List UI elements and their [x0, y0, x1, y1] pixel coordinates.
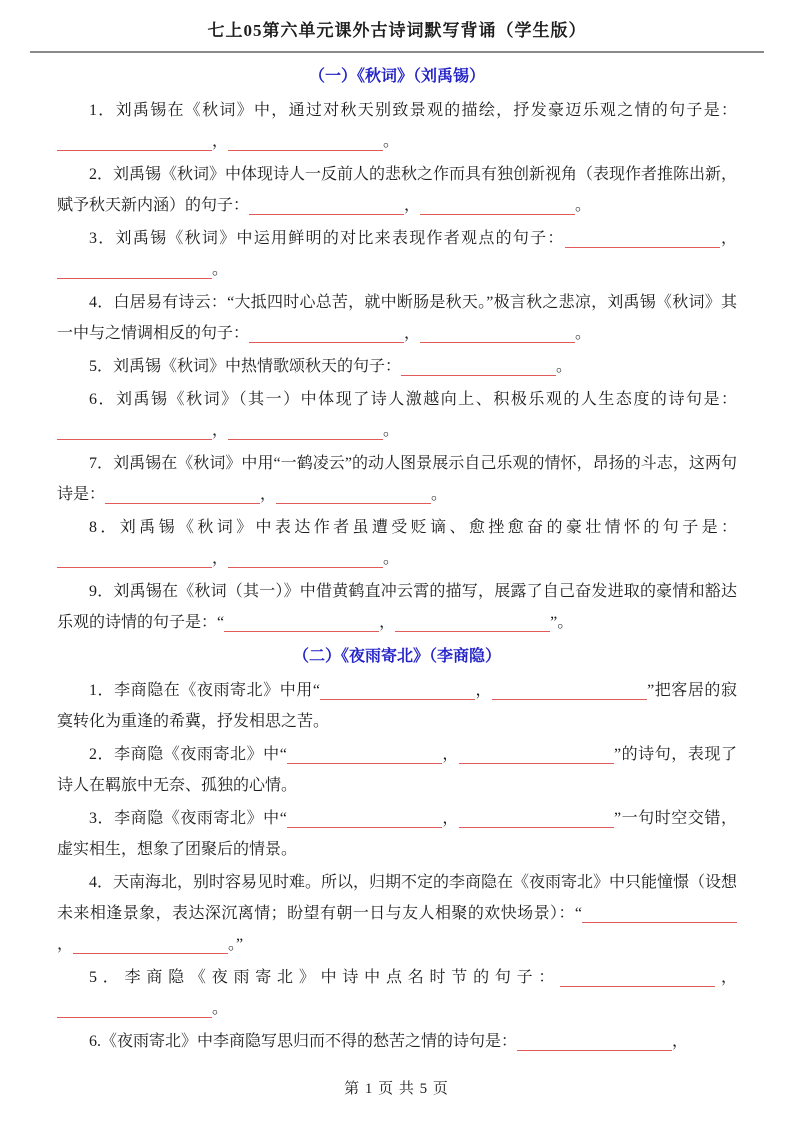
question [57, 576, 737, 638]
question-text: 。 [575, 197, 592, 214]
answer-blank[interactable] [565, 227, 720, 248]
question-text: 5．刘禹锡《秋词》中热情歌颂秋天的句子： [89, 358, 402, 375]
question-text: ， [260, 486, 277, 503]
question-text: 9．刘禹锡在《秋词（其一）》中借黄鹤直冲云霄的描写，展露了自己奋发进取的豪情和豁达乐观的诗情的句子是：“ [57, 583, 737, 631]
question-text: 。 [383, 133, 400, 150]
answer-blank[interactable] [57, 997, 212, 1018]
answer-blank[interactable] [395, 611, 550, 632]
answer-blank[interactable] [459, 807, 614, 828]
answer-blank[interactable] [224, 611, 379, 632]
answer-blank[interactable] [492, 679, 647, 700]
question-text: 。 [383, 550, 400, 567]
doc-title: 七上05第六单元课外古诗词默写背诵（学生版） [207, 21, 587, 40]
answer-blank[interactable] [228, 419, 383, 440]
answer-blank[interactable] [249, 194, 404, 215]
answer-blank[interactable] [57, 547, 212, 568]
question-text: 。 [383, 422, 400, 439]
question [57, 739, 737, 801]
title-divider [30, 51, 764, 53]
question-text: ， [719, 230, 737, 247]
question-text: 5．李商隐《夜雨寄北》中诗中点名时节的句子： [89, 969, 561, 986]
answer-blank[interactable] [560, 966, 715, 987]
question [57, 159, 737, 221]
page-footer: 第 1 页 共 5 页 [344, 1081, 449, 1097]
answer-blank[interactable] [459, 743, 614, 764]
question-text: ”的诗句，表现了诗人在羁旅中无奈、孤独的心情。 [57, 746, 737, 794]
answer-blank[interactable] [420, 322, 575, 343]
question [57, 95, 737, 157]
question-text: 2．李商隐《夜雨寄北》中“ [89, 746, 287, 763]
question-text: 6．刘禹锡《秋词》（其一）中体现了诗人激越向上、积极乐观的人生态度的诗句是： [89, 391, 737, 408]
question [57, 287, 737, 349]
question-text: ”。 [550, 614, 574, 631]
question-text: ， [212, 550, 229, 567]
answer-blank[interactable] [420, 194, 575, 215]
answer-blank[interactable] [401, 355, 556, 376]
question-text: ， [57, 936, 74, 953]
question-text: 1．李商隐在《夜雨寄北》中用“ [89, 682, 320, 699]
question [57, 803, 737, 865]
question-text: 8．刘禹锡《秋词》中表达作者虽遭受贬谪、愈挫愈奋的豪壮情怀的句子是： [89, 519, 737, 536]
question [57, 351, 737, 382]
question-text: 2．刘禹锡《秋词》中体现诗人一反前人的悲秋之作而具有独创新视角（表现作者推陈出新，赋予秋天新内涵）的句子： [57, 166, 738, 214]
question-text: ， [404, 197, 421, 214]
answer-blank[interactable] [582, 902, 737, 923]
answer-blank[interactable] [249, 322, 404, 343]
question-text: 6.《夜雨寄北》中李商隐写思归而不得的愁苦之情的诗句是： [89, 1033, 518, 1050]
question [57, 962, 737, 1024]
question [57, 867, 737, 960]
question-text: ， [441, 746, 459, 763]
question-text: 7．刘禹锡在《秋词》中用“一鹤凌云”的动人图景展示自己乐观的情怀，昂扬的斗志，这两句诗是： [57, 455, 737, 503]
question-text: 。 [431, 486, 448, 503]
question-text: 。 [212, 261, 229, 278]
question [57, 675, 737, 737]
answer-blank[interactable] [228, 130, 383, 151]
question-text: ， [441, 810, 459, 827]
question-text: ， [672, 1033, 689, 1050]
answer-blank[interactable] [287, 807, 442, 828]
question [57, 1026, 737, 1057]
answer-blank[interactable] [57, 130, 212, 151]
answer-blank[interactable] [517, 1030, 672, 1051]
answer-blank[interactable] [73, 933, 228, 954]
question-text: ， [404, 325, 421, 342]
answer-blank[interactable] [57, 419, 212, 440]
answer-blank[interactable] [228, 547, 383, 568]
question-text: 4．白居易有诗云：“大抵四时心总苦，就中断肠是秋天。”极言秋之悲凉，刘禹锡《秋词》其一中与之情调相反的句子： [57, 294, 737, 342]
question-text: ， [212, 422, 229, 439]
question-text: ”把客居的寂寞转化为重逢的希冀，抒发相思之苦。 [57, 682, 737, 730]
question-text: 1．刘禹锡在《秋词》中，通过对秋天别致景观的描绘，抒发豪迈乐观之情的句子是： [89, 102, 737, 119]
question-text: ， [212, 133, 229, 150]
question-text: ， [379, 614, 396, 631]
question-text: 。 [556, 358, 573, 375]
answer-blank[interactable] [105, 483, 260, 504]
answer-blank[interactable] [287, 743, 442, 764]
question-text: 4．天南海北，别时容易见时难。所以，归期不定的李商隐在《夜雨寄北》中只能憧憬（设想未来相逢景象，表达深沉离情；盼望有朝一日与友人相聚的欢快场景）：“ [57, 874, 738, 922]
question-text: 。” [228, 936, 244, 953]
section-heading: （二）《夜雨寄北》（李商隐） [292, 648, 501, 665]
question-text: 3．李商隐《夜雨寄北》中“ [89, 810, 287, 827]
answer-blank[interactable] [276, 483, 431, 504]
question-text: ， [474, 682, 493, 699]
question-text: ， [715, 969, 737, 986]
question [57, 512, 737, 574]
answer-blank[interactable] [320, 679, 475, 700]
question-text: 3．刘禹锡《秋词》中运用鲜明的对比来表现作者观点的句子： [89, 230, 565, 247]
answer-blank[interactable] [57, 258, 212, 279]
question [57, 448, 737, 510]
question [57, 223, 737, 285]
question [57, 384, 737, 446]
document-body [57, 61, 737, 1057]
question-text: 。 [212, 1000, 229, 1017]
question-text: ”一句时空交错，虚实相生，想象了团聚后的情景。 [57, 810, 737, 858]
section-heading: （一）《秋词》（刘禹锡） [308, 68, 485, 85]
question-text: 。 [575, 325, 592, 342]
